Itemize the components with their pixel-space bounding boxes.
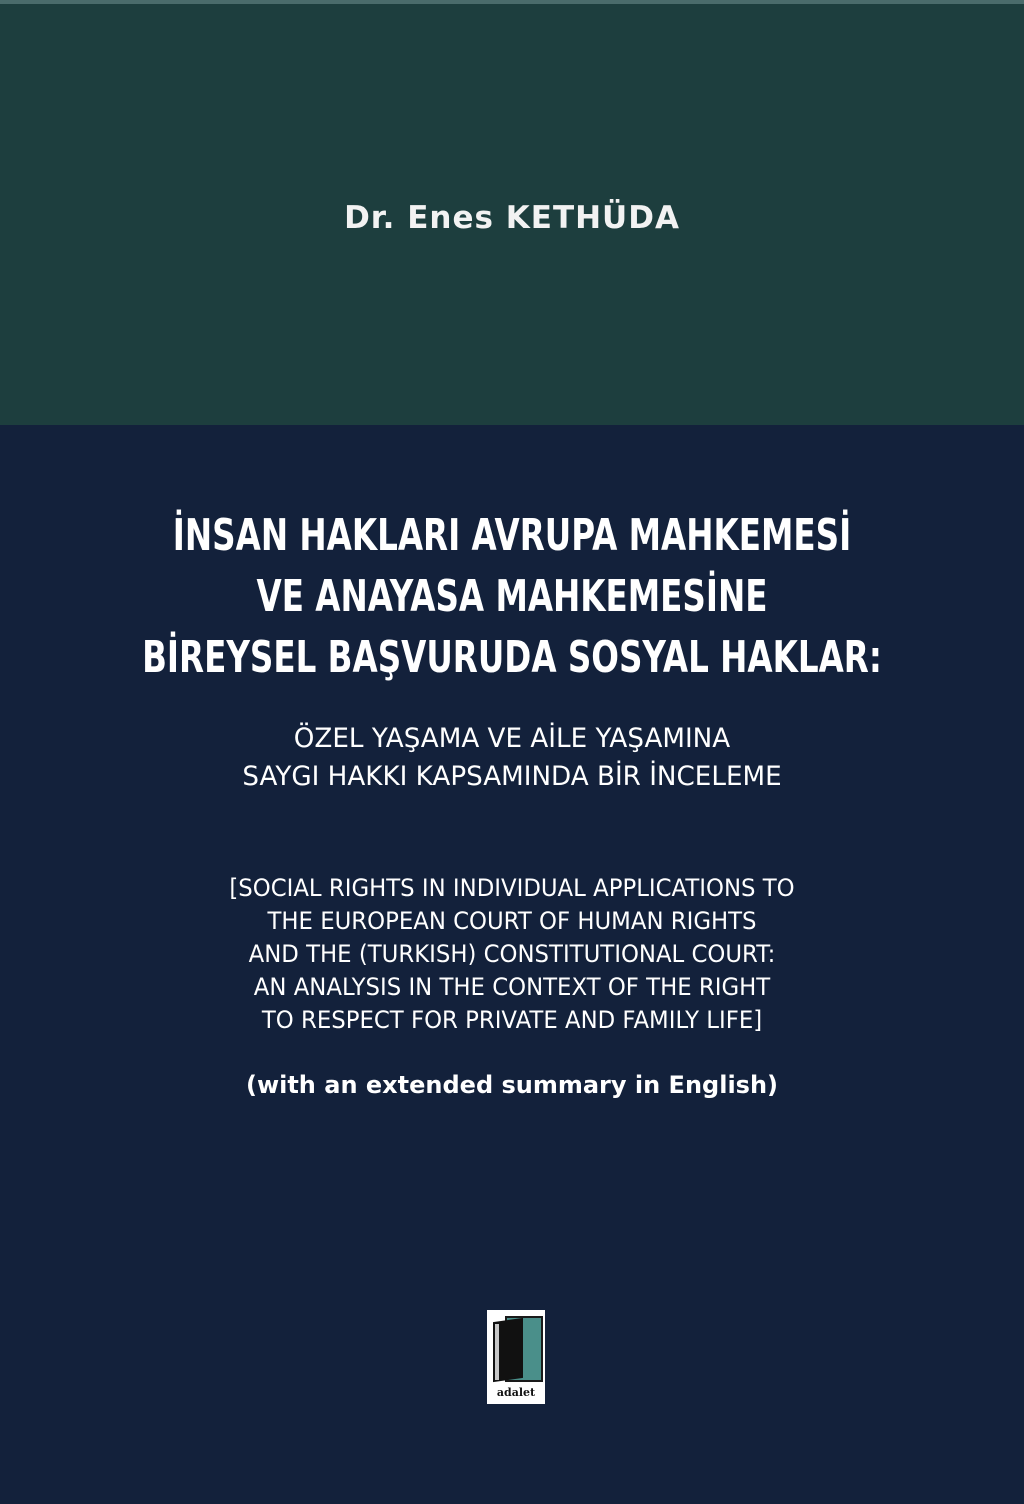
subtitle (0, 720, 1024, 796)
english-title (0, 872, 1024, 1037)
english-title-line: AN ANALYSIS IN THE CONTEXT OF THE RIGHT (253, 973, 771, 1001)
cover-top-edge (0, 0, 1024, 4)
subtitle-line: SAYGI HAKKI KAPSAMINDA BİR İNCELEME (242, 761, 782, 792)
main-title-line: BİREYSEL BAŞVURUDA SOSYAL HAKLAR: (142, 632, 882, 683)
english-title-line: [SOCIAL RIGHTS IN INDIVIDUAL APPLICATIONS TO (229, 874, 795, 902)
english-title-line: TO RESPECT FOR PRIVATE AND FAMILY LIFE] (261, 1006, 763, 1034)
publisher-name: adalet (496, 1386, 536, 1399)
summary-note: (with an extended summary in English) (245, 1071, 779, 1099)
main-title-line: VE ANAYASA MAHKEMESİNE (256, 571, 768, 622)
english-title-line: AND THE (TURKISH) CONSTITUTIONAL COURT: (248, 940, 776, 968)
publisher-logo (487, 1310, 545, 1404)
author-name: Dr. Enes KETHÜDA (344, 200, 680, 236)
book-spine-shape (495, 1324, 499, 1380)
main-title-line: İNSAN HAKLARI AVRUPA MAHKEMESİ (172, 510, 852, 561)
subtitle-line: ÖZEL YAŞAMA VE AİLE YAŞAMINA (293, 723, 731, 754)
main-title (0, 505, 1024, 688)
english-title-line: THE EUROPEAN COURT OF HUMAN RIGHTS (267, 907, 757, 935)
